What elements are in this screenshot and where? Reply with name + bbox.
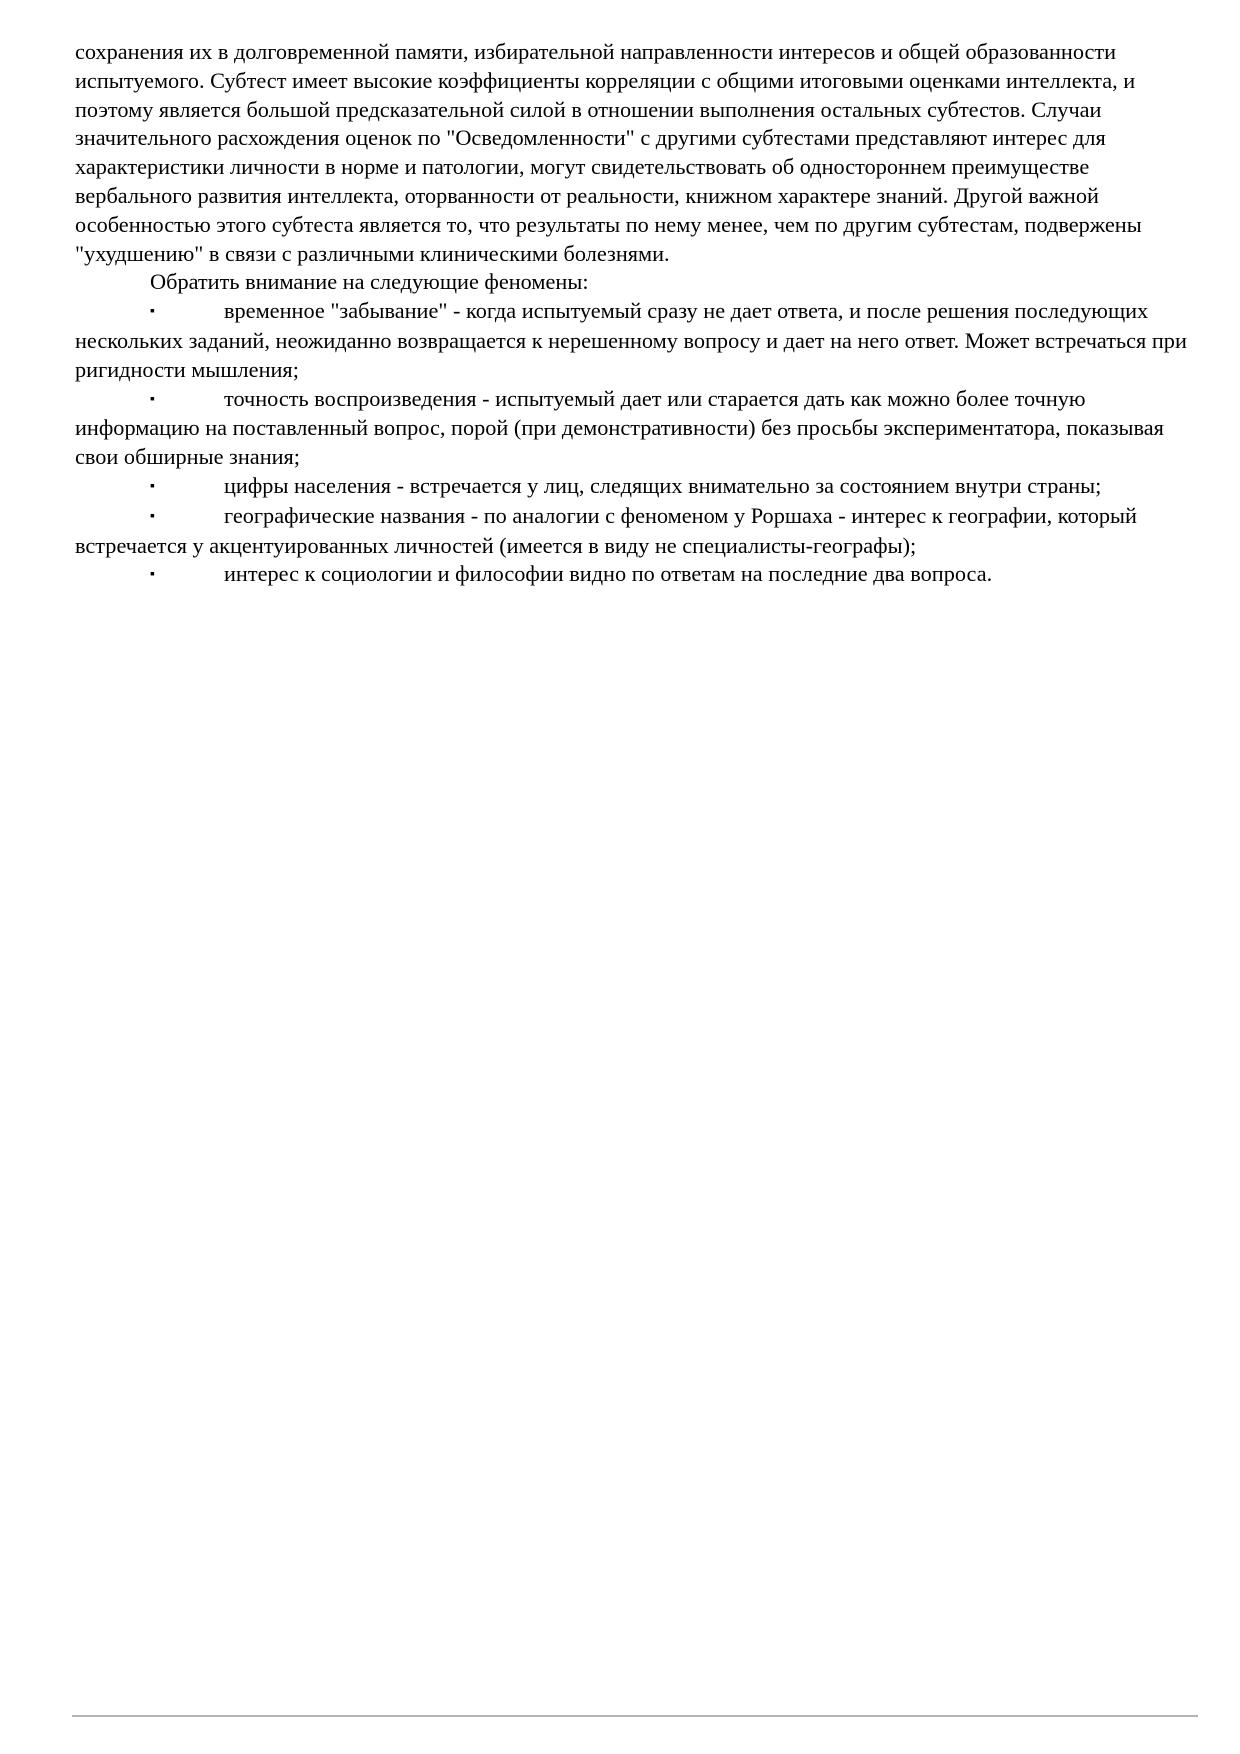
bullet-text: интерес к социологии и философии видно по ответам на последние два вопроса. xyxy=(224,561,993,587)
bullet-item-5 xyxy=(75,560,1200,590)
bullet-text: географические названия - по аналогии с феноменом у Роршаха - интерес к географии, который встречается у акцентуированных личностей (имеется в виду не специалисты-географы); xyxy=(75,502,1137,558)
intro-paragraph: сохранения их в долговременной памяти, избирательной направленности интересов и общей образованности испытуемого. Субтест имеет высокие коэффициенты корреляции с общими итоговыми оценками интеллекта, и поэтому является большой предсказательной силой в отношении выполнения остальных субтестов. Случаи значительного расхождения оценок по "Осведомленности" с другими субтестами представляют интерес для характеристики личности в норме и патологии, могут свидетельствовать об одностороннем преимуществе вербального развития интеллекта, оторванности от реальности, книжном характере знаний. Другой важной особенностью этого субтеста является то, что результаты по нему менее, чем по другим субтестам, подвержены "ухудшению" в связи с различными клиническими болезнями. xyxy=(75,39,1142,266)
body-text xyxy=(75,38,1200,590)
bullet-text: временное "забывание" - когда испытуемый сразу не дает ответа, и после решения последующих нескольких заданий, неожиданно возвращается к нерешенному вопросу и дает на него ответ. Может встречаться при ригидности мышления; xyxy=(75,298,1187,382)
bullet-item-1 xyxy=(75,297,1200,384)
bullet-square-icon: ▪ xyxy=(150,508,155,524)
bullet-square-icon: ▪ xyxy=(150,304,155,320)
bullet-square-icon: ▪ xyxy=(150,391,155,407)
bullet-square-icon: ▪ xyxy=(150,478,155,494)
bullet-item-2 xyxy=(75,385,1200,472)
bullet-square-icon: ▪ xyxy=(150,567,155,583)
bullet-text: цифры населения - встречается у лиц, следящих внимательно за состоянием внутри страны; xyxy=(224,472,1102,498)
bullet-item-3 xyxy=(75,472,1200,502)
list-heading: Обратить внимание на следующие феномены: xyxy=(150,269,589,295)
bullet-item-4 xyxy=(75,502,1200,561)
footer-divider xyxy=(72,1715,1198,1717)
bullet-text: точность воспроизведения - испытуемый дает или старается дать как можно более точную информацию на поставленный вопрос, порой (при демонстративности) без просьбы экспериментатора, показывая свои обширные знания; xyxy=(75,385,1164,470)
